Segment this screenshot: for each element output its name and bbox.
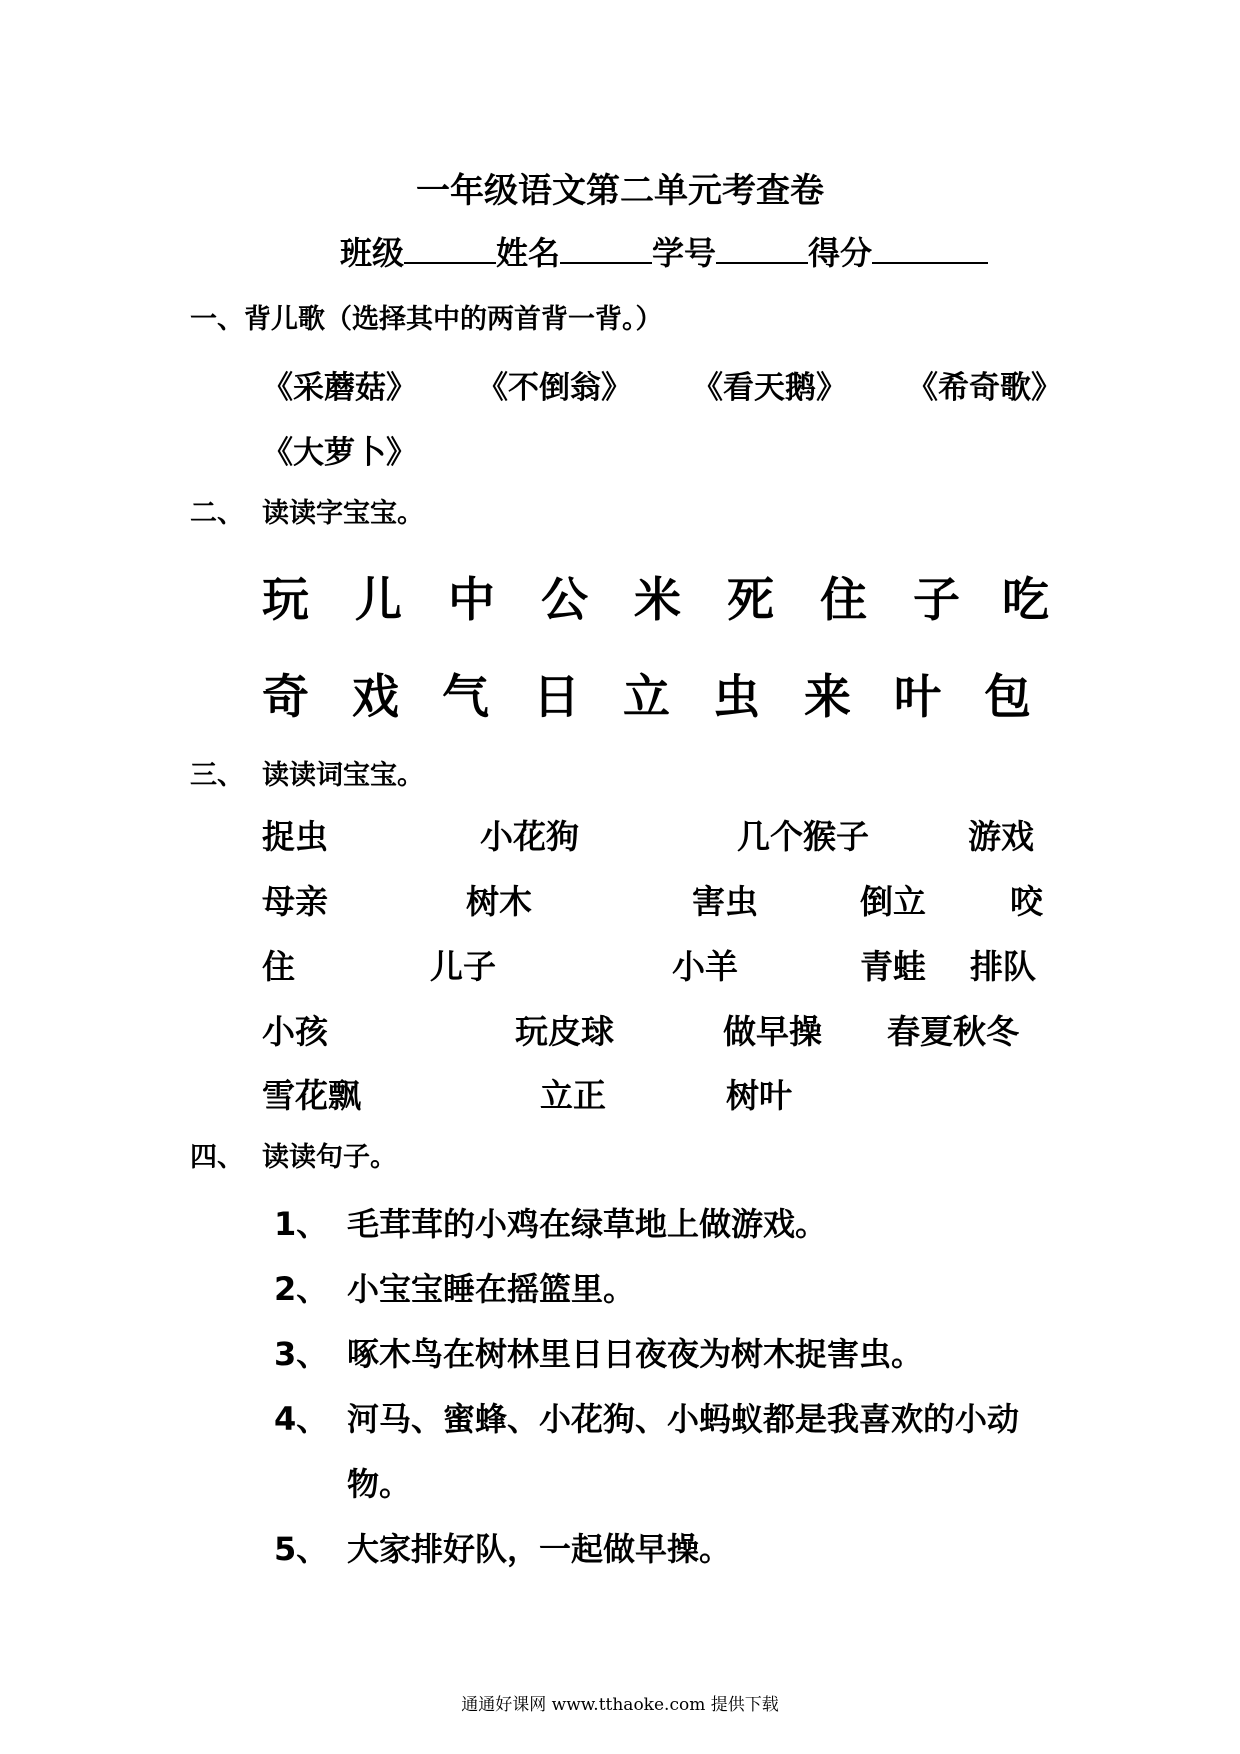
word-item: 立正: [540, 1076, 606, 1115]
character: 公: [541, 573, 588, 628]
character: 气: [442, 670, 489, 725]
word-item: 做早操: [723, 1012, 822, 1051]
word-item: 玩皮球: [515, 1012, 614, 1051]
character: 住: [820, 573, 867, 628]
word-item: 游戏: [968, 817, 1034, 856]
character: 叶: [894, 670, 941, 725]
class-blank[interactable]: [404, 232, 496, 264]
section-4-heading: 读读句子。: [262, 1142, 397, 1173]
word-item: 咬: [1010, 882, 1043, 921]
sentence-text: 毛茸茸的小鸡在绿草地上做游戏。: [347, 1205, 828, 1243]
character: 儿: [355, 573, 402, 628]
character: 来: [804, 670, 851, 725]
character: 日: [533, 670, 580, 725]
character-row-2: [0, 660, 1240, 725]
character: 虫: [713, 670, 760, 725]
score-blank[interactable]: [872, 232, 988, 264]
score-label: 得分: [808, 234, 873, 272]
poem-item: 《大萝卜》: [262, 435, 417, 471]
word-item: 小花狗: [480, 817, 579, 856]
poem-item: 《希奇歌》: [907, 370, 1062, 406]
poem-item: 《不倒翁》: [477, 370, 632, 406]
word-item: 小孩: [262, 1012, 328, 1051]
sentence-number: 2、: [274, 1270, 329, 1308]
word-item: 雪花飘: [262, 1076, 361, 1115]
character: 奇: [262, 670, 309, 725]
id-label: 学号: [652, 234, 717, 272]
sentence-text: 小宝宝睡在摇篮里。: [347, 1270, 636, 1308]
sentence-text: 大家排好队，一起做早操。: [347, 1530, 732, 1568]
section-1-heading: 一、背儿歌（选择其中的两首背一背。）: [190, 304, 663, 335]
section-2-heading: 读读字宝宝。: [262, 498, 424, 529]
character: 米: [634, 573, 681, 628]
character: 子: [913, 573, 960, 628]
poem-item: 《采蘑菇》: [262, 370, 417, 406]
student-info-line: [340, 228, 988, 274]
page-title: 一年级语文第二单元考查卷: [416, 171, 824, 211]
id-blank[interactable]: [716, 232, 808, 264]
word-item: 小羊: [672, 947, 738, 986]
character-row-1: [0, 563, 1240, 628]
section-3-number: 三、: [190, 760, 244, 791]
character: 死: [727, 573, 774, 628]
poem-item: 《看天鹅》: [692, 370, 847, 406]
word-item: 倒立: [860, 882, 926, 921]
character: 立: [623, 670, 670, 725]
word-item: 几个猴子: [737, 817, 869, 856]
character: 玩: [262, 573, 309, 628]
section-4-number: 四、: [190, 1142, 244, 1173]
word-item: 害虫: [692, 882, 758, 921]
sentence-number: 5、: [274, 1530, 329, 1568]
sentence-number: 4、: [274, 1400, 329, 1438]
word-item: 树木: [466, 882, 532, 921]
sentence-number: 3、: [274, 1335, 329, 1373]
class-label: 班级: [340, 234, 405, 272]
word-item: 树叶: [726, 1076, 792, 1115]
section-3-heading: 读读词宝宝。: [262, 760, 424, 791]
sentence-text: 河马、蜜蜂、小花狗、小蚂蚁都是我喜欢的小动: [347, 1400, 1020, 1438]
name-label: 姓名: [496, 234, 561, 272]
footer-source: 通通好课网 www.tthaoke.com 提供下载: [461, 1695, 779, 1715]
word-item: 捉虫: [262, 817, 328, 856]
word-item: 春夏秋冬: [887, 1012, 1019, 1051]
word-item: 儿子: [430, 947, 496, 986]
name-blank[interactable]: [560, 232, 652, 264]
word-item: 母亲: [262, 882, 328, 921]
character: 吃: [1002, 573, 1049, 628]
character: 戏: [352, 670, 399, 725]
sentence-text: 啄木鸟在树林里日日夜夜为树木捉害虫。: [347, 1335, 924, 1373]
sentence-number: 1、: [274, 1205, 329, 1243]
character: 中: [448, 573, 495, 628]
word-item: 排队: [970, 947, 1036, 986]
sentence-continuation: 物。: [347, 1465, 412, 1503]
character: 包: [984, 670, 1031, 725]
section-2-number: 二、: [190, 498, 244, 529]
word-item: 青蛙: [860, 947, 926, 986]
word-item: 住: [262, 947, 295, 986]
